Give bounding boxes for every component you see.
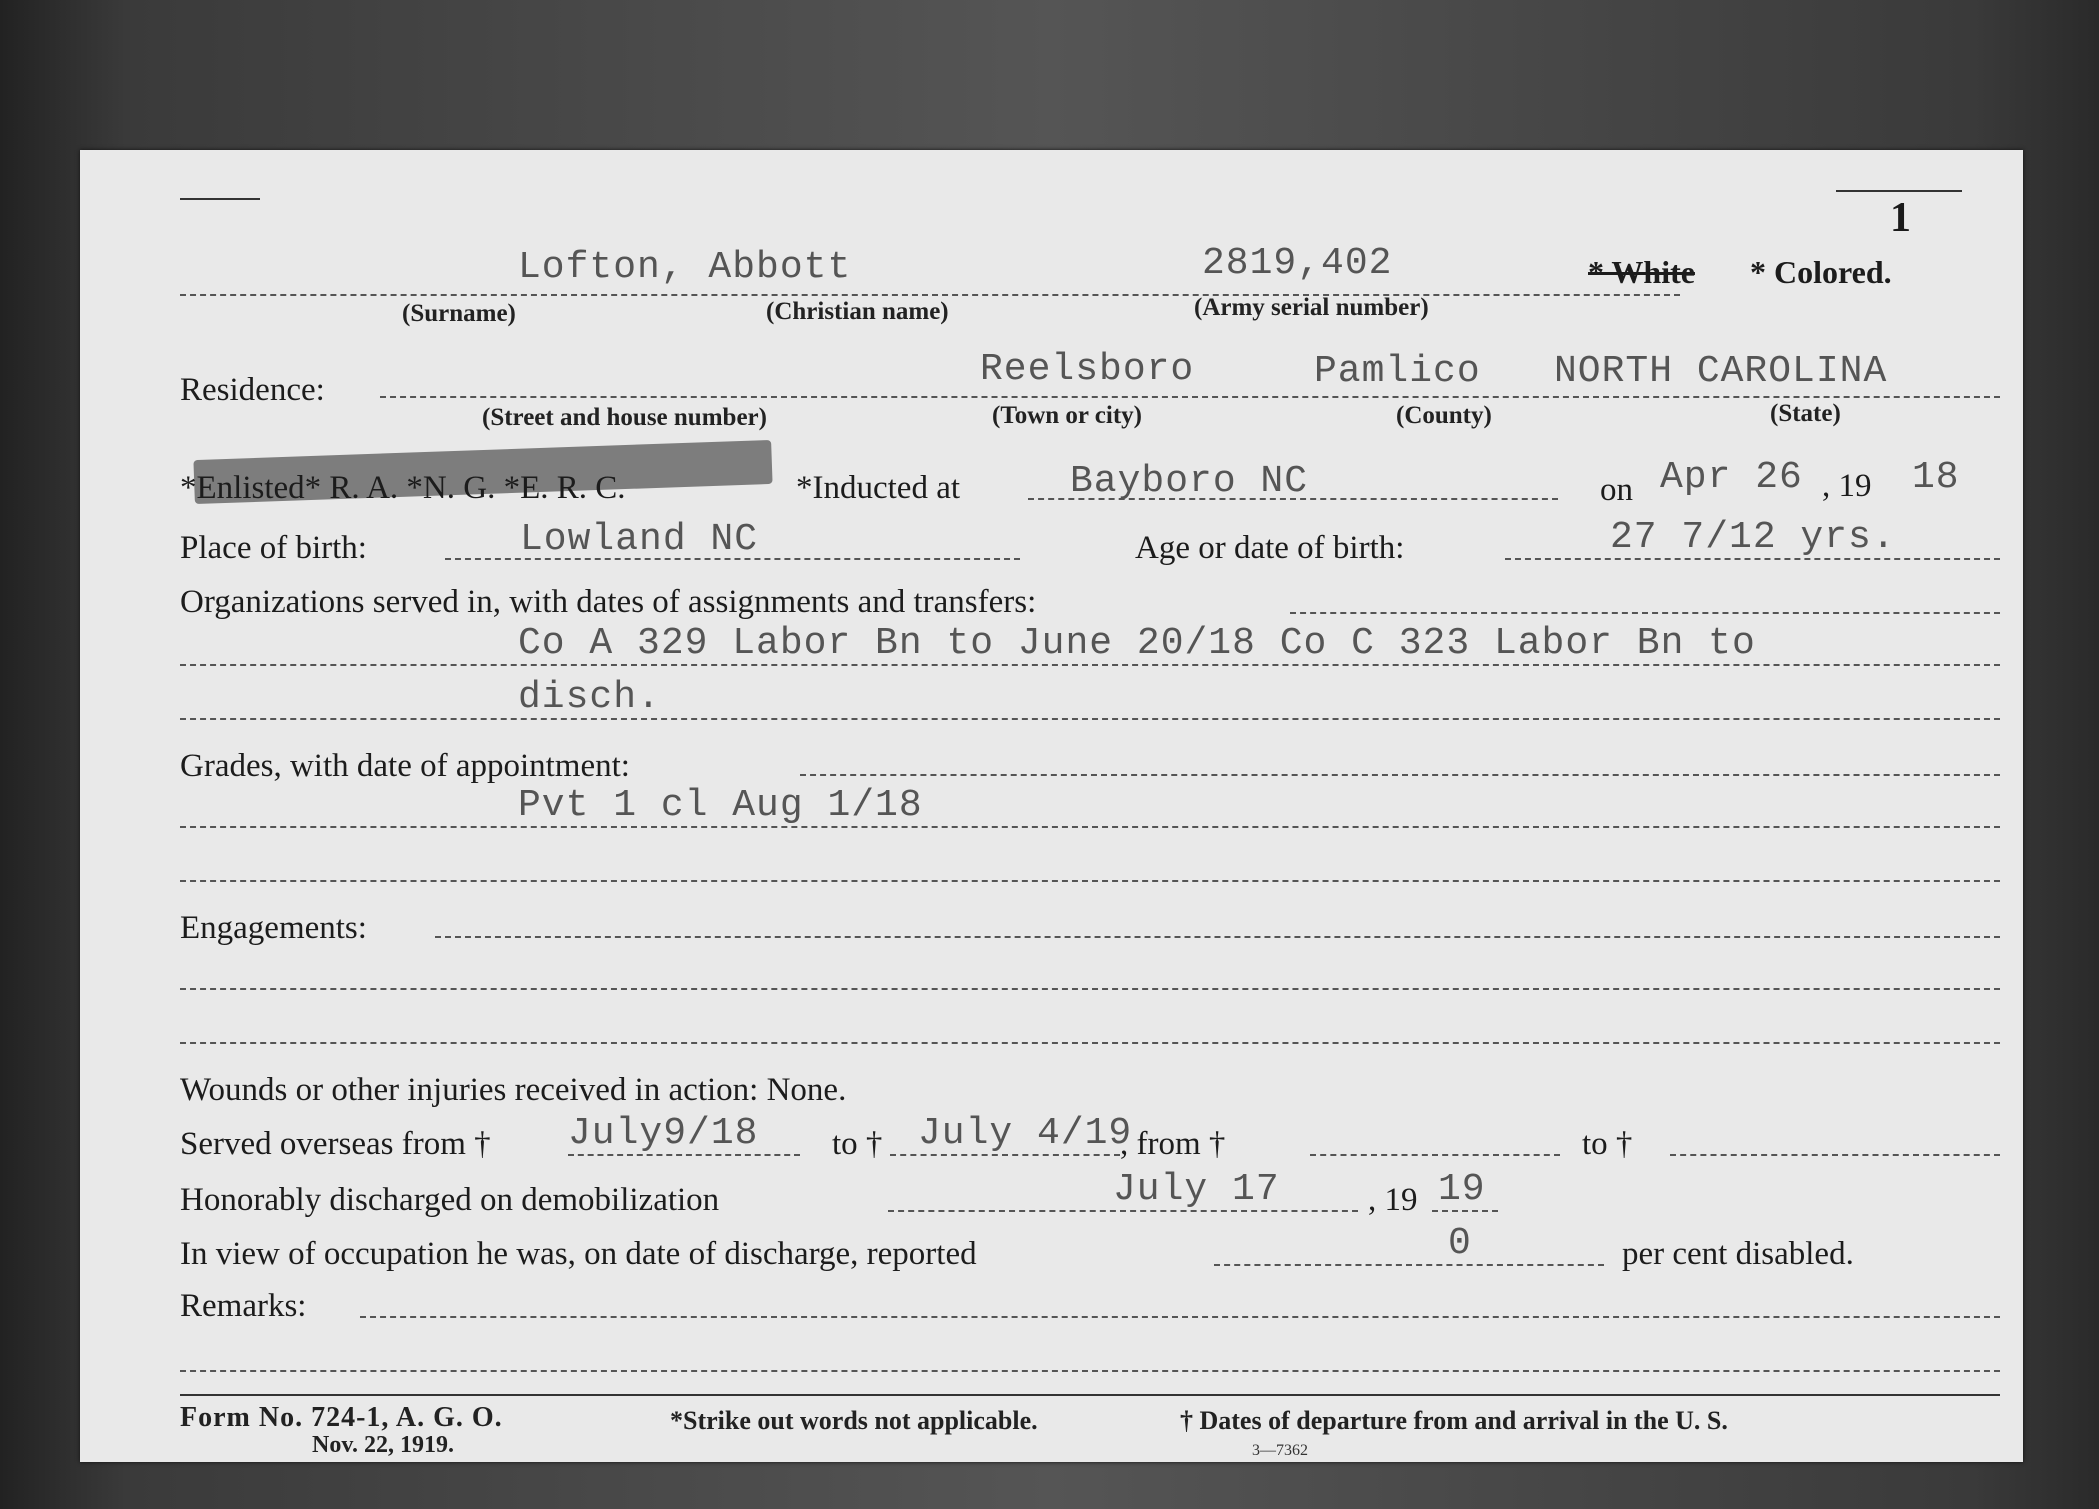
- organizations-label: Organizations served in, with dates of assignments and transfers:: [180, 584, 1037, 620]
- form-number: Form No. 724-1, A. G. O.: [180, 1402, 503, 1433]
- wounds-label: Wounds or other injuries received in action: None.: [180, 1072, 847, 1108]
- grades-line-2: [180, 880, 2000, 882]
- form-date: Nov. 22, 1919.: [312, 1432, 455, 1458]
- remarks-label: Remarks:: [180, 1288, 307, 1324]
- corner-rule: [180, 198, 260, 200]
- christian-name-caption: (Christian name): [766, 298, 949, 325]
- inducted-value: Bayboro NC: [1070, 460, 1309, 503]
- footer-rule: [180, 1394, 2000, 1396]
- colored-option: * Colored.: [1750, 254, 1892, 290]
- service-record-card: [80, 150, 2023, 1462]
- second-from-line: [1310, 1154, 1560, 1156]
- discharged-label: Honorably discharged on demobilization: [180, 1182, 720, 1218]
- occupation-label: In view of occupation he was, on date of discharge, reported: [180, 1236, 977, 1272]
- white-option: * White: [1588, 254, 1695, 290]
- discharged-year: 19: [1438, 1168, 1486, 1211]
- grades-line-1: [180, 826, 2000, 828]
- organizations-line-2: [180, 718, 2000, 720]
- state-value: NORTH CAROLINA: [1554, 350, 1888, 393]
- residence-label: Residence:: [180, 372, 325, 408]
- overseas-to-label: to †: [832, 1126, 883, 1162]
- footnote-dagger: † Dates of departure from and arrival in the U. S.: [1180, 1406, 1728, 1435]
- engagements-line-2: [180, 1042, 2000, 1044]
- overseas-to-value: July 4/19: [918, 1112, 1133, 1155]
- organizations-line-0: [1290, 612, 2000, 614]
- grades-value: Pvt 1 cl Aug 1/18: [518, 784, 923, 827]
- second-from-label: , from †: [1120, 1126, 1226, 1162]
- overseas-from-value: July9/18: [568, 1112, 759, 1155]
- disabled-suffix: per cent disabled.: [1622, 1236, 1854, 1272]
- birth-value: Lowland NC: [520, 518, 759, 561]
- grades-label: Grades, with date of appointment:: [180, 748, 630, 784]
- age-value: 27 7/12 yrs.: [1610, 516, 1896, 559]
- grades-line-0: [800, 774, 2000, 776]
- serial-caption: (Army serial number): [1194, 294, 1429, 321]
- engagements-line-0: [435, 936, 2000, 938]
- discharged-date: July 17: [1113, 1168, 1280, 1211]
- print-code: 3—7362: [1252, 1442, 1308, 1459]
- inducted-label: *Inducted at: [796, 470, 961, 506]
- street-caption: (Street and house number): [482, 404, 767, 431]
- organizations-line2-value: disch.: [518, 676, 661, 719]
- discharged-year-prefix: , 19: [1368, 1182, 1418, 1218]
- second-to-line: [1670, 1154, 2000, 1156]
- footnote-star: *Strike out words not applicable.: [670, 1406, 1038, 1435]
- engagements-label: Engagements:: [180, 910, 367, 946]
- remarks-line-0: [360, 1316, 2000, 1318]
- remarks-line-1: [180, 1370, 2000, 1372]
- on-label: on: [1600, 472, 1633, 508]
- surname-caption: (Surname): [402, 300, 516, 327]
- county-caption: (County): [1396, 402, 1492, 429]
- residence-line: [380, 396, 2000, 398]
- serial-value: 2819,402: [1202, 242, 1393, 285]
- corner-rule-right: [1836, 190, 1962, 192]
- organizations-line-1: [180, 664, 2000, 666]
- disabled-line: [1214, 1264, 1604, 1266]
- town-value: Reelsboro: [980, 348, 1195, 391]
- overseas-label: Served overseas from †: [180, 1126, 491, 1162]
- induct-year: 18: [1912, 456, 1960, 499]
- induct-date: Apr 26: [1660, 456, 1803, 499]
- card-number: 1: [1890, 195, 1911, 241]
- birth-label: Place of birth:: [180, 530, 367, 566]
- disabled-value: 0: [1448, 1222, 1472, 1265]
- state-caption: (State): [1770, 400, 1841, 427]
- town-caption: (Town or city): [992, 402, 1142, 429]
- organizations-line1-value: Co A 329 Labor Bn to June 20/18 Co C 323 Labor Bn to: [518, 622, 1756, 665]
- induct-year-prefix: , 19: [1822, 468, 1872, 504]
- age-label: Age or date of birth:: [1135, 530, 1405, 566]
- name-line: [180, 294, 1680, 296]
- enlistment-options: *Enlisted* R. A. *N. G. *E. R. C.: [180, 470, 626, 506]
- name-value: Lofton, Abbott: [518, 246, 852, 289]
- second-to-label: to †: [1582, 1126, 1633, 1162]
- engagements-line-1: [180, 988, 2000, 990]
- county-value: Pamlico: [1314, 350, 1481, 393]
